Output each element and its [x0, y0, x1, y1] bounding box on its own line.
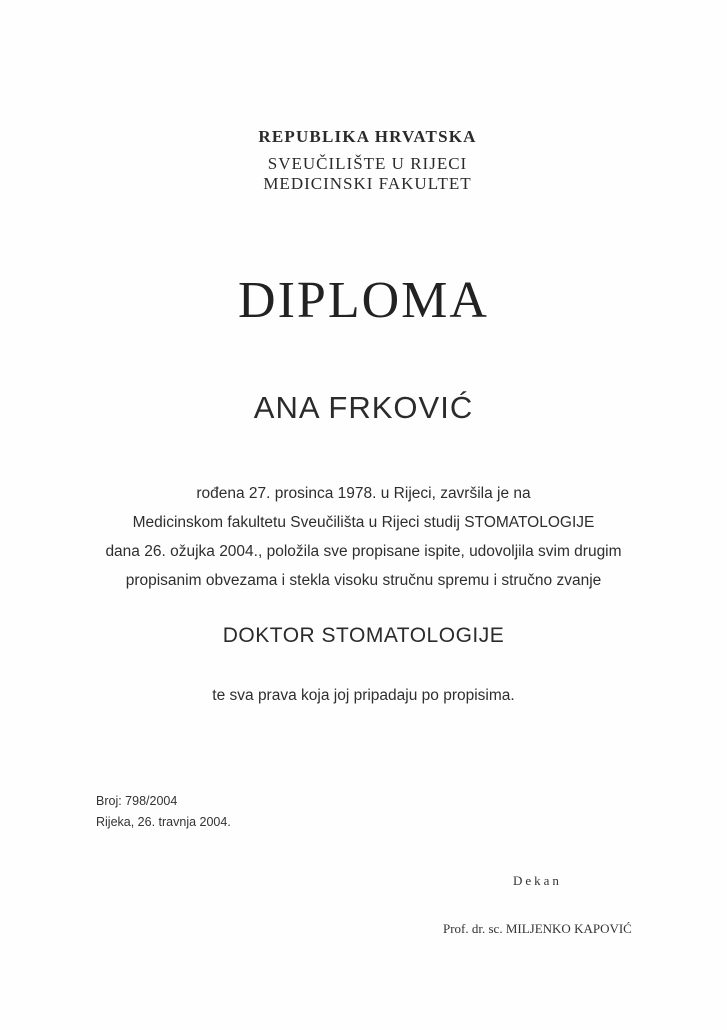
body-line: propisanim obvezama i stekla visoku stručnu spremu i stručno zvanje	[125, 572, 602, 589]
dean-name: Prof. dr. sc. MILJENKO KAPOVIĆ	[443, 921, 632, 936]
body-line: Medicinskom fakultetu Sveučilišta u Rijeci studij STOMATOLOGIJE	[132, 514, 595, 531]
country-heading: REPUBLIKA HRVATSKA	[258, 127, 477, 146]
place-and-date: Rijeka, 26. travnja 2004.	[96, 815, 231, 829]
document-title: DIPLOMA	[238, 272, 489, 329]
dean-title: Dekan	[513, 873, 562, 888]
rights-line: te sva prava koja joj pripadaju po propisima.	[212, 687, 515, 704]
university-heading: SVEUČILIŠTE U RIJECI	[267, 154, 468, 173]
recipient-name: ANA FRKOVIĆ	[253, 390, 474, 425]
degree-title: DOKTOR STOMATOLOGIJE	[222, 624, 505, 647]
body-line: dana 26. ožujka 2004., položila sve propisane ispite, udovoljila svim drugim	[105, 543, 622, 560]
document-number: Broj: 798/2004	[96, 794, 178, 808]
diploma-body-text	[0, 479, 727, 595]
faculty-heading: MEDICINSKI FAKULTET	[263, 174, 472, 193]
body-line: rođena 27. prosinca 1978. u Rijeci, završila je na	[196, 485, 531, 502]
